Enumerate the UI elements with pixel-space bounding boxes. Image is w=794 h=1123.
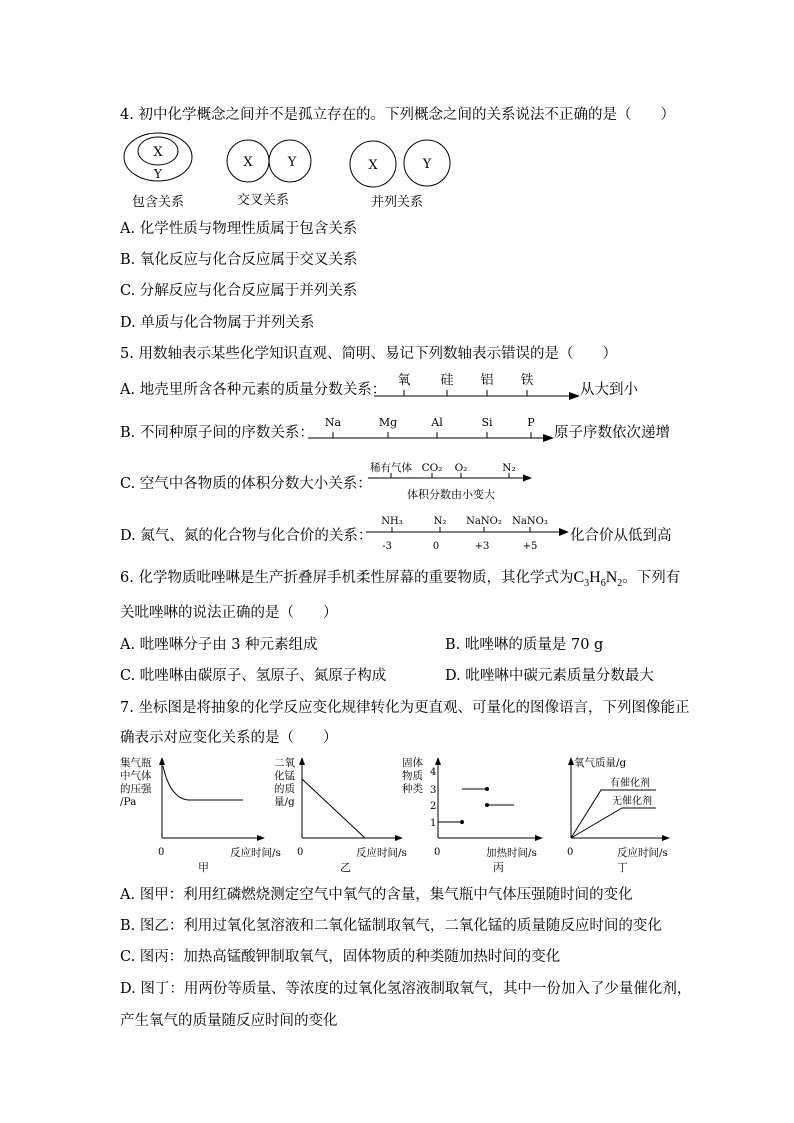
graph-bing-name: 丙 xyxy=(493,861,504,874)
graph-bing-point-1 xyxy=(460,820,464,824)
q5-b-item-p: P xyxy=(527,416,535,429)
q4-option-d: D. 单质与化合物属于并列关系 xyxy=(120,315,315,331)
graph-jia-ylabel-1: 集气瓶 xyxy=(120,757,152,769)
q5-stem: 5. 用数轴表示某些化学知识直观、简明、易记下列数轴表示错误的是（ ） xyxy=(120,346,617,362)
q5-d-value-n2: 0 xyxy=(432,541,440,552)
q5-b-number-line xyxy=(306,410,556,450)
graph-jia-curve xyxy=(163,766,243,800)
q5-option-c-label: C. 空气中各物质的体积分数大小关系： xyxy=(120,476,372,492)
graph-jia-xlabel: 反应时间/s xyxy=(230,847,281,859)
q7-option-a: A. 图甲：利用红磷燃烧测定空气中氧气的含量，集气瓶中气体压强随时间的变化 xyxy=(120,887,633,903)
q5-c-item-n2: N₂ xyxy=(502,462,516,474)
q5-d-number-line xyxy=(364,511,574,557)
graph-ding-legend-catalyst: 有催化剂 xyxy=(610,778,650,789)
q6-stem-line1 xyxy=(120,566,680,589)
q5-c-item-o2: O₂ xyxy=(454,462,468,474)
graph-bing-ytick-1: 1 xyxy=(430,818,437,829)
graph-bing-ylabel-3: 种类 xyxy=(402,783,423,795)
venn-label-parallel: 并列关系 xyxy=(370,195,424,210)
q7-graph-bing xyxy=(400,756,550,876)
q4-stem: 4. 初中化学概念之间并不是孤立存在的。下列概念之间的关系说法不正确的是（ ） xyxy=(120,107,675,123)
q4-option-c: C. 分解反应与化合反应属于并列关系 xyxy=(120,283,358,299)
graph-yi-xlabel: 反应时间/s xyxy=(356,847,407,859)
q7-graph-jia xyxy=(118,756,281,876)
venn-cross-x-label: X xyxy=(243,155,253,170)
graph-jia-ylabel-4: /Pa xyxy=(120,796,137,808)
graph-yi-ylabel-2: 化锰 xyxy=(274,770,295,782)
q7-option-d-cont: 产生氧气的质量随反应时间的变化 xyxy=(120,1013,338,1029)
q7-stem-line2: 确表示对应变化关系的是（ ） xyxy=(120,730,338,746)
q5-d-value-nano3: +5 xyxy=(522,541,538,552)
q6-stem-part2: 。下列有 xyxy=(622,570,681,586)
graph-bing-point-2 xyxy=(485,803,489,807)
q5-option-a-label: A. 地壳里所含各种元素的质量分数关系： xyxy=(120,382,387,398)
graph-yi-ylabel-3: 的质 xyxy=(274,783,295,795)
q5-d-item-n2: N₂ xyxy=(433,516,447,527)
q5-b-item-si: Si xyxy=(481,416,493,429)
graph-ding-origin: 0 xyxy=(567,847,574,858)
graph-bing-ytick-4: 4 xyxy=(430,767,437,778)
q5-b-item-al: Al xyxy=(431,416,443,429)
graph-bing-ytick-2: 2 xyxy=(430,801,437,812)
q5-d-arrow-text: 化合价从低到高 xyxy=(570,528,672,544)
q6-option-b: B. 吡唑啉的质量是 70 g xyxy=(445,637,604,653)
q5-a-item-silicon: 硅 xyxy=(440,373,454,388)
venn-label-include: 包含关系 xyxy=(131,195,185,210)
q7-stem-line1: 7. 坐标图是将抽象的化学反应变化规律转化为更直观、可量化的图像语言，下列图像能正 xyxy=(120,700,690,716)
venn-parallel-x-label: X xyxy=(368,158,378,173)
graph-jia-origin: 0 xyxy=(158,847,165,858)
q5-c-number-line xyxy=(366,460,536,506)
q7-option-d: D. 图丁：用两份等质量、等浓度的过氧化氢溶液制取氧气，其中一份加入了少量催化剂， xyxy=(120,981,692,997)
q5-c-below-text: 体积分数由小变大 xyxy=(407,488,495,501)
q5-b-item-na: Na xyxy=(324,416,342,429)
graph-yi-ylabel-4: 量/g xyxy=(274,796,295,808)
q5-b-item-mg: Mg xyxy=(378,416,398,429)
venn-x-label: X xyxy=(153,145,163,160)
q5-c-item-noble-gas: 稀有气体 xyxy=(370,462,412,474)
q5-a-number-line xyxy=(372,366,582,406)
graph-yi-ylabel-1: 二氧 xyxy=(274,757,295,769)
q4-option-b: B. 氧化反应与化合反应属于交叉关系 xyxy=(120,252,358,268)
graph-bing-ylabel-1: 固体 xyxy=(402,757,423,769)
graph-bing-origin: 0 xyxy=(434,847,441,858)
graph-bing-point-3 xyxy=(485,787,489,791)
venn-y-label: Y xyxy=(154,167,162,181)
graph-jia-ylabel-3: 的压强 xyxy=(120,783,152,795)
q5-c-item-co2: CO₂ xyxy=(421,462,443,474)
graph-yi-origin: 0 xyxy=(297,847,304,858)
graph-yi-name: 乙 xyxy=(340,861,351,874)
venn-cross-y-label: Y xyxy=(287,155,297,170)
q4-option-a: A. 化学性质与物理性质属于包含关系 xyxy=(120,221,358,237)
q5-a-arrow-text: 从大到小 xyxy=(580,382,638,398)
q5-a-item-oxygen: 氧 xyxy=(397,373,411,388)
q5-a-item-iron: 铁 xyxy=(520,373,534,388)
q6-option-a: A. 吡唑啉分子由 3 种元素组成 xyxy=(120,637,318,653)
graph-jia-ylabel-2: 中气体 xyxy=(120,770,152,782)
q5-d-value-nano2: +3 xyxy=(474,541,490,552)
q6-stem-part1: 6. 化学物质吡唑啉是生产折叠屏手机柔性屏幕的重要物质，其化学式为 xyxy=(120,570,574,586)
graph-jia-name: 甲 xyxy=(198,861,209,874)
q7-option-c: C. 图丙：加热高锰酸钾制取氧气，固体物质的种类随加热时间的变化 xyxy=(120,949,561,965)
q6-formula: $C_3H_6N_2$ xyxy=(573,569,623,590)
q5-d-value-nh3: -3 xyxy=(382,541,392,552)
graph-ding-line-no-catalyst xyxy=(571,808,656,838)
graph-ding-ylabel: 氧气质量/g xyxy=(574,757,627,769)
q5-d-item-nh3: NH₃ xyxy=(381,516,403,527)
q5-option-b-label: B. 不同种原子间的序数关系： xyxy=(120,425,314,441)
graph-bing-ytick-3: 3 xyxy=(430,785,437,796)
q5-d-item-nano2: NaNO₂ xyxy=(466,516,502,527)
q5-b-arrow-text: 原子序数依次递增 xyxy=(554,425,670,441)
graph-ding-legend-no-catalyst: 无催化剂 xyxy=(612,796,652,807)
graph-bing-xlabel: 加热时间/s xyxy=(486,847,537,859)
graph-bing-ylabel-2: 物质 xyxy=(402,770,423,782)
q4-venn-diagrams xyxy=(115,132,475,212)
q7-graph-ding xyxy=(560,756,680,876)
graph-ding-xlabel: 反应时间/s xyxy=(617,847,668,859)
graph-ding-name: 丁 xyxy=(617,861,628,874)
q6-option-c: C. 吡唑啉由碳原子、氢原子、氮原子构成 xyxy=(120,668,387,684)
q7-option-b: B. 图乙：利用过氧化氢溶液和二氧化锰制取氧气，二氧化锰的质量随反应时间的变化 xyxy=(120,918,662,934)
venn-parallel-y-label: Y xyxy=(422,157,432,172)
q6-option-d: D. 吡唑啉中碳元素质量分数最大 xyxy=(445,668,654,684)
q6-stem-line2: 关吡唑啉的说法正确的是（ ） xyxy=(120,605,338,621)
graph-yi-line xyxy=(302,779,365,838)
q5-a-item-aluminum: 铝 xyxy=(480,373,494,388)
q5-d-item-nano3: NaNO₃ xyxy=(512,516,548,527)
q5-option-d-label: D. 氮气、氮的化合物与化合价的关系： xyxy=(120,528,373,544)
q7-graph-yi xyxy=(270,756,410,876)
venn-label-cross: 交叉关系 xyxy=(236,193,290,208)
